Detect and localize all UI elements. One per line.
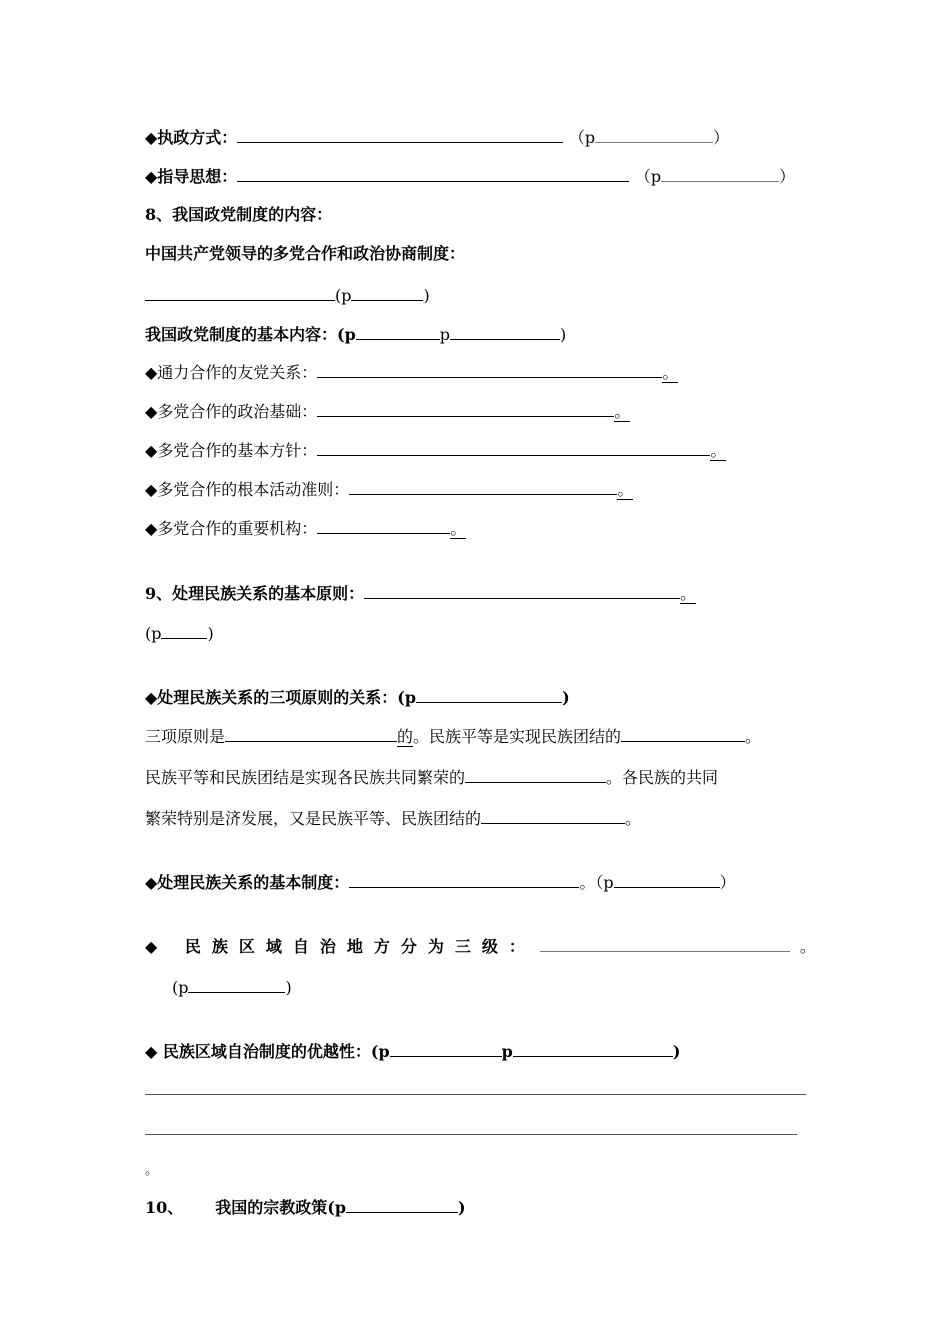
heading-9: 9、处理民族关系的基本原则： 。	[145, 584, 697, 603]
blank-answer[interactable]	[225, 725, 397, 742]
blank-page-ref[interactable]	[595, 126, 713, 143]
list-item: ◆多党合作的政治基础： 。	[145, 402, 631, 421]
heading-8: 8、我国政党制度的内容：	[145, 205, 333, 224]
blank-answer[interactable]	[621, 725, 745, 742]
line-basic-system: ◆处理民族关系的基本制度： 。（p ）	[145, 873, 736, 892]
list-item: ◆通力合作的友党关系： 。	[145, 363, 679, 382]
blank-page-ref[interactable]	[390, 1040, 502, 1057]
blank-answer[interactable]	[465, 766, 606, 783]
blank-answer[interactable]	[317, 361, 662, 378]
line-guiding-ideology: ◆指导思想： （p ）	[145, 167, 796, 186]
blank-principles[interactable]	[364, 582, 680, 599]
blank-page-ref[interactable]	[450, 323, 560, 340]
blank-page-ref[interactable]	[416, 686, 562, 703]
blank-autonomy-levels[interactable]	[540, 935, 790, 952]
line-governing-method: ◆执政方式： （p ）	[145, 128, 730, 147]
blank-page-ref[interactable]	[346, 1196, 458, 1213]
blank-page-ref[interactable]	[614, 871, 720, 888]
blank-page-ref[interactable]	[661, 165, 779, 182]
blank-party-system[interactable]	[145, 284, 335, 301]
subheading-party-system: 中国共产党领导的多党合作和政治协商制度：	[145, 244, 466, 263]
paragraph-line-2: 民族平等和民族团结是实现各民族共同繁荣的 。各民族的共同	[145, 768, 719, 787]
blank-answer[interactable]	[481, 807, 625, 824]
paragraph-line-3: 繁荣特别是济发展，又是民族平等、民族团结的 。	[145, 809, 642, 828]
blank-page-ref[interactable]	[188, 976, 285, 993]
blank-guiding-ideology[interactable]	[237, 165, 629, 182]
line-autonomy-advantages: ◆ 民族区域自治制度的优越性：(p p )	[145, 1042, 681, 1061]
blank-basic-system[interactable]	[349, 871, 579, 888]
line-three-principles: ◆处理民族关系的三项原则的关系：(p )	[145, 688, 570, 707]
blank-answer[interactable]	[317, 517, 450, 534]
line-party-system-blank: (p )	[145, 284, 430, 306]
line-h9-ref: (p )	[145, 624, 214, 643]
paragraph-line-1: 三项原则是 的。民族平等是实现民族团结的 。	[145, 727, 762, 746]
line-autonomy-levels: ◆ 民族区域自治地方分为三级： 。	[145, 937, 816, 956]
blank-governing-method[interactable]	[237, 126, 563, 143]
blank-page-ref[interactable]	[356, 323, 440, 340]
blank-answer[interactable]	[317, 439, 710, 456]
blank-answer[interactable]	[317, 400, 614, 417]
blank-page-ref[interactable]	[513, 1040, 673, 1057]
heading-10: 10、 我国的宗教政策(p )	[145, 1198, 466, 1217]
line-autonomy-ref: (p )	[172, 978, 292, 997]
list-item: ◆多党合作的基本方针： 。	[145, 441, 727, 460]
answer-line[interactable]	[145, 1134, 797, 1135]
list-item: ◆多党合作的重要机构： 。	[145, 519, 467, 538]
trailing-period: 。	[145, 1163, 159, 1178]
blank-page-ref[interactable]	[351, 284, 423, 301]
answer-line[interactable]	[145, 1094, 806, 1095]
blank-page-ref[interactable]	[161, 622, 207, 639]
blank-answer[interactable]	[349, 478, 617, 495]
list-item: ◆多党合作的根本活动准则： 。	[145, 480, 634, 499]
line-basic-content: 我国政党制度的基本内容：(p p )	[145, 325, 567, 344]
